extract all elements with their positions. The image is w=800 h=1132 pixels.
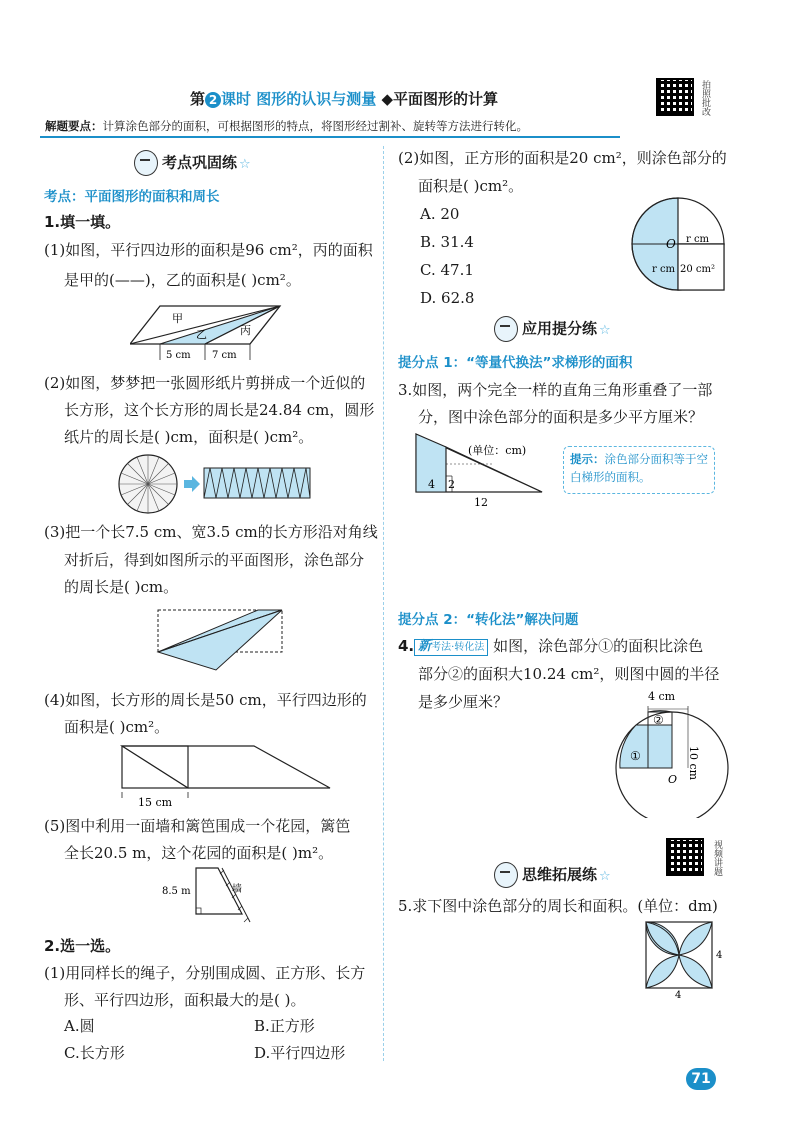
label-yi: 乙 <box>196 328 207 341</box>
tip-text: 计算涂色部分的面积，可根据图形的特点，将图形经过割补、旋转等方法进行转化。 <box>102 119 528 133</box>
region-1-label: ① <box>630 749 641 763</box>
label-bing: 丙 <box>240 324 251 337</box>
hint-label: 提示： <box>570 452 605 466</box>
dim-right-4: 4 <box>716 950 723 961</box>
mascot-icon <box>134 150 158 176</box>
q1-4-line1: (4)如图，长方形的周长是50 cm，平行四边形的 <box>44 691 367 709</box>
folded-rectangle-figure <box>156 604 286 674</box>
qr-code-icon[interactable] <box>656 78 694 116</box>
q1-2-line3: 纸片的周长是( )cm，面积是( )cm²。 <box>64 428 314 446</box>
section-extend <box>494 862 611 888</box>
q2-1-option-a[interactable]: A.圆 <box>64 1017 95 1035</box>
section-apply-label: 应用提分练 <box>522 319 598 338</box>
q1-title: 1.填一填。 <box>44 213 121 231</box>
arrow-icon: ◆ <box>381 90 394 108</box>
key-point-1: 提分点 1：“等量代换法”求梯形的面积 <box>398 355 633 371</box>
wall-label: 墙 <box>232 884 242 895</box>
q1-5-line1: (5)图中利用一面墙和篱笆围成一个花园，篱笆 <box>44 817 351 835</box>
rectangle-parallelogram-figure <box>116 740 336 810</box>
q1-2-line1: (2)如图，梦梦把一张圆形纸片剪拼成一个近似的 <box>44 374 366 392</box>
q1-4-line2: 面积是( )cm²。 <box>64 718 170 736</box>
q2-2-option-d[interactable]: D. 62.8 <box>420 289 475 307</box>
qr-label: 拍照批改 <box>700 80 710 116</box>
dim-8-5m: 8.5 m <box>162 886 191 897</box>
q5-line1: 5.求下图中涂色部分的周长和面积。(单位：dm) <box>398 897 718 915</box>
radius-label-top: r cm <box>686 234 710 245</box>
overlapping-triangles-figure <box>408 428 558 510</box>
new-tag-text: 考法·转化法 <box>431 641 485 653</box>
q4-number: 4. <box>398 637 415 655</box>
section-consolidate <box>134 150 251 176</box>
region-2-label: ② <box>653 713 664 727</box>
q1-3-line3: 的周长是( )cm。 <box>64 578 179 596</box>
new-method-tag <box>414 639 488 656</box>
lesson-prefix: 第 <box>190 90 206 108</box>
section-consolidate-label: 考点巩固练 <box>162 153 238 172</box>
video-qr-label: 视频讲题 <box>712 840 722 876</box>
q1-2-line2: 长方形，这个长方形的周长是24.84 cm，圆形 <box>64 401 375 419</box>
knowledge-point-1: 考点：平面图形的面积和周长 <box>44 189 220 205</box>
circle-square-figure <box>630 196 730 296</box>
solving-tip <box>45 118 528 134</box>
q1-1-line1: (1)如图，平行四边形的面积是96 cm²，丙的面积 <box>44 241 373 259</box>
dim-10cm: 10 cm <box>687 746 700 781</box>
dim-5cm: 5 cm <box>166 350 191 361</box>
star-icon: ☆ <box>599 868 611 884</box>
lesson-topic: 课时 图形的认识与测量 <box>221 90 377 108</box>
four-petal-figure <box>640 916 730 1000</box>
q2-1-option-b[interactable]: B.正方形 <box>254 1017 315 1035</box>
center-o: O <box>666 237 676 251</box>
lesson-number-badge: 2 <box>205 92 221 108</box>
lesson-title <box>190 88 498 109</box>
q3-line1: 3.如图，两个完全一样的直角三角形重叠了一部 <box>398 381 713 399</box>
video-qr-code-icon[interactable] <box>666 838 704 876</box>
q2-1-line1: (1)用同样长的绳子，分别围成圆、正方形、长方 <box>44 964 366 982</box>
new-tag-glyph: 新 <box>418 638 432 654</box>
dim-2: 2 <box>448 478 455 491</box>
star-icon: ☆ <box>239 156 251 172</box>
q4-line1 <box>398 636 703 656</box>
dim-7cm: 7 cm <box>212 350 237 361</box>
q2-2-line2: 面积是( )cm²。 <box>418 177 524 195</box>
hint-text: 涂色部分面积等于空白梯形的面积。 <box>570 452 708 484</box>
dim-12: 12 <box>474 496 488 509</box>
q2-title: 2.选一选。 <box>44 937 121 955</box>
q2-2-option-b[interactable]: B. 31.4 <box>420 233 474 251</box>
label-jia: 甲 <box>172 312 183 325</box>
q1-3-line1: (3)把一个长7.5 cm、宽3.5 cm的长方形沿对角线 <box>44 523 378 541</box>
q2-2-option-c[interactable]: C. 47.1 <box>420 261 474 279</box>
column-divider <box>383 146 384 1061</box>
q4-line1-text: 如图，涂色部分①的面积比涂色 <box>493 637 704 655</box>
dim-4: 4 <box>428 478 435 491</box>
parallelogram-figure <box>130 298 290 368</box>
q4-line3: 是多少厘米？ <box>418 693 509 711</box>
q2-1-line2: 形、平行四边形，面积最大的是( )。 <box>64 991 306 1009</box>
q1-3-line2: 对折后，得到如图所示的平面图形，涂色部分 <box>64 551 365 569</box>
circle-to-rectangle-figure <box>116 452 316 516</box>
mascot-icon <box>494 316 518 342</box>
q4-line2: 部分②的面积大10.24 cm²，则图中圆的半径 <box>418 665 720 683</box>
unit-label: (单位：cm) <box>468 444 527 457</box>
dim-4cm: 4 cm <box>648 690 676 703</box>
lesson-subtitle: 平面图形的计算 <box>393 90 499 108</box>
section-apply <box>494 316 611 342</box>
q2-1-option-d[interactable]: D.平行四边形 <box>254 1044 346 1062</box>
q2-1-option-c[interactable]: C.长方形 <box>64 1044 125 1062</box>
garden-fence-figure <box>160 862 270 930</box>
hint-box <box>563 446 715 494</box>
dim-bottom-4: 4 <box>675 990 682 1000</box>
key-point-2: 提分点 2：“转化法”解决问题 <box>398 612 579 628</box>
mascot-icon <box>494 862 518 888</box>
q3-line2: 分，图中涂色部分的面积是多少平方厘米？ <box>418 408 704 426</box>
q1-5-line2: 全长20.5 m，这个花园的面积是( )m²。 <box>64 844 334 862</box>
center-o-q4: O <box>668 773 678 786</box>
q1-1-line2: 是甲的(——)，乙的面积是( )cm²。 <box>64 271 301 289</box>
circle-shaded-regions-figure <box>600 688 740 818</box>
section-extend-label: 思维拓展练 <box>522 865 598 884</box>
dim-15cm: 15 cm <box>138 796 173 809</box>
star-icon: ☆ <box>599 322 611 338</box>
radius-label-left: r cm <box>652 264 676 275</box>
q2-2-option-a[interactable]: A. 20 <box>420 205 460 223</box>
square-area-label: 20 cm² <box>680 264 715 275</box>
header-divider <box>40 136 620 138</box>
q2-2-line1: (2)如图，正方形的面积是20 cm²，则涂色部分的 <box>398 149 727 167</box>
page-number: 71 <box>686 1068 716 1090</box>
tip-label: 解题要点： <box>45 119 103 133</box>
